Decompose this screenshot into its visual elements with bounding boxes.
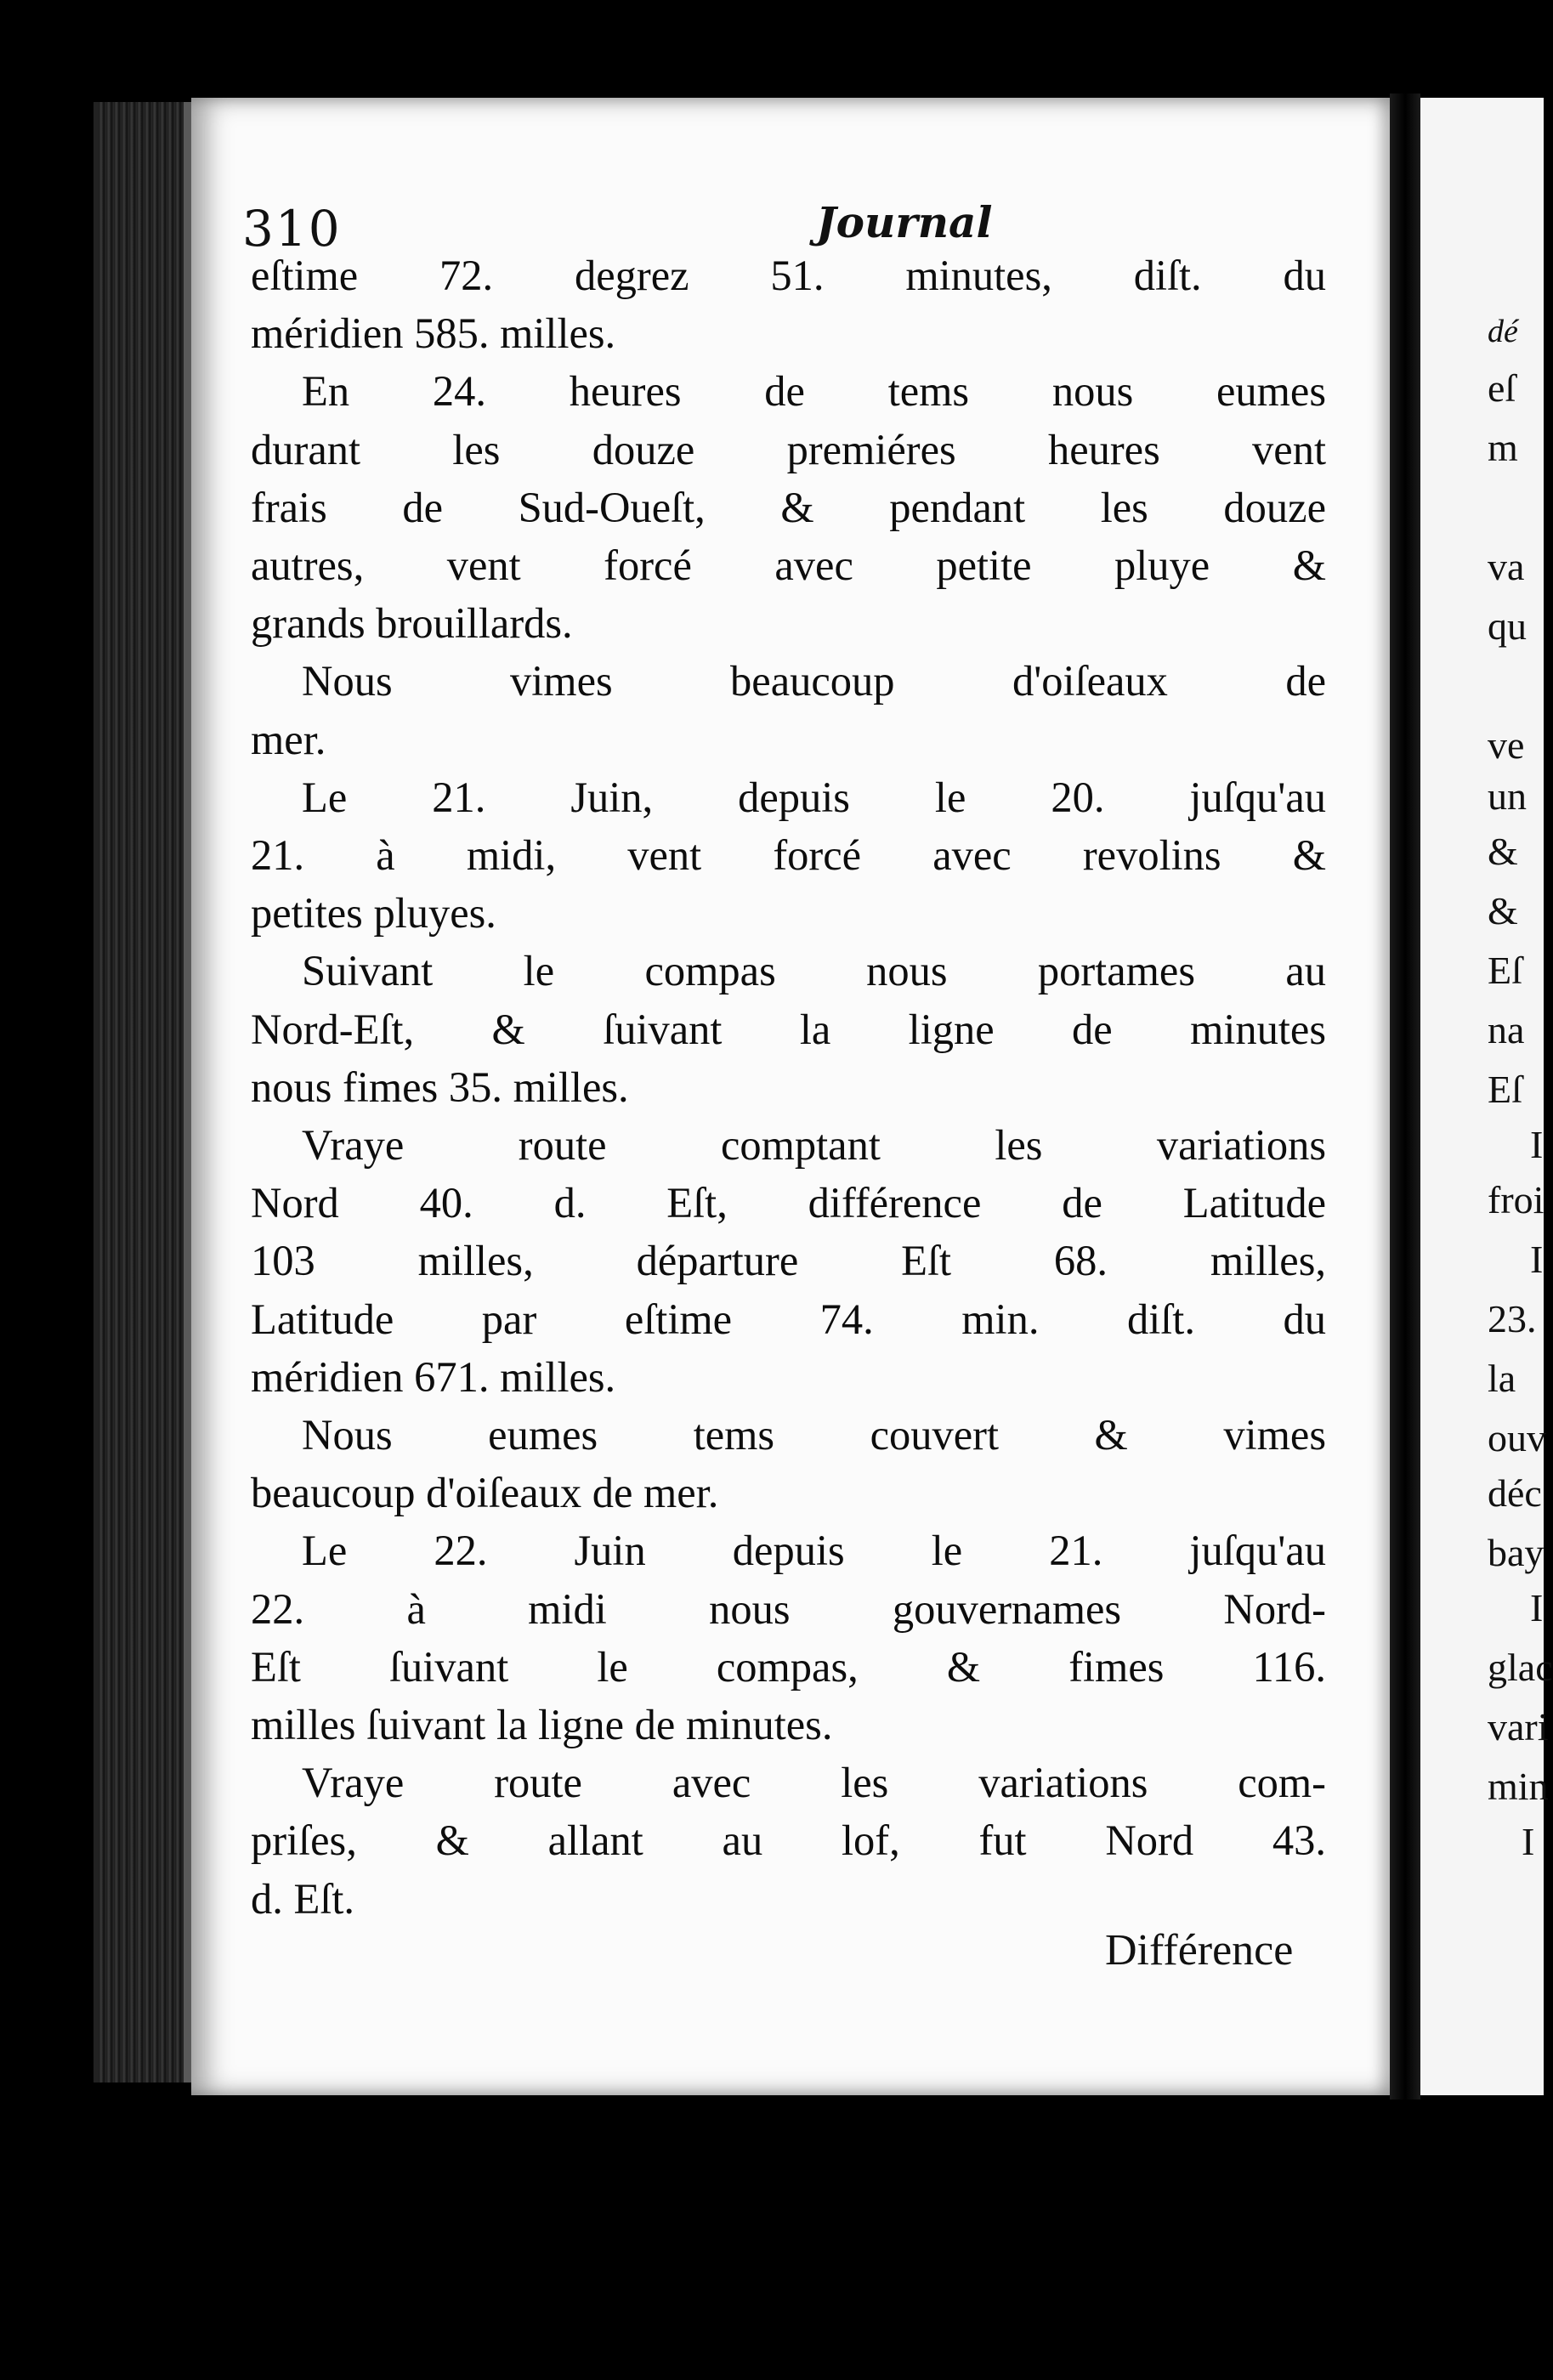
text-line: petites pluyes. xyxy=(251,889,496,938)
text-line: beaucoup d'oiſeaux de mer. xyxy=(251,1469,719,1517)
page-number: 310 xyxy=(242,200,342,258)
right-page-fragment: eſ xyxy=(1488,366,1516,410)
right-page-fragment: glac xyxy=(1488,1646,1553,1689)
text-line: 103 milles, départure Eſt 68. milles, xyxy=(251,1237,1326,1285)
right-page-fragment: bay xyxy=(1488,1531,1544,1574)
right-page-fragment: ouv xyxy=(1488,1416,1546,1459)
right-page-fragment: qu xyxy=(1488,604,1527,648)
text-line: Nous eumes tems couvert & vimes xyxy=(302,1411,1326,1459)
text-line: 22. à midi nous gouvernames Nord- xyxy=(251,1584,1326,1633)
catchword: Différence xyxy=(1105,1926,1294,1975)
text-line: eſtime 72. degrez 51. minutes, diſt. du xyxy=(251,252,1326,299)
right-page-fragment: dé xyxy=(1488,314,1518,349)
right-page-fragment: & xyxy=(1488,830,1518,873)
text-line: durant les douze premiéres heures vent xyxy=(251,425,1326,473)
bottom-film-margin xyxy=(0,2100,1544,2380)
text-line: Eſt ſuivant le compas, & fimes 116. xyxy=(251,1642,1326,1691)
right-page-fragment: min xyxy=(1488,1765,1549,1808)
text-line: Vraye route avec les variations com- xyxy=(302,1759,1326,1807)
right-page-fragment: déc xyxy=(1488,1471,1542,1515)
right-page-fragment: un xyxy=(1488,774,1527,818)
text-line: 21. à midi, vent forcé avec revolins & xyxy=(251,831,1326,880)
text-line: Nord-Eſt, & ſuivant la ligne de minutes xyxy=(251,1005,1326,1053)
right-page-fragment: vari xyxy=(1488,1705,1549,1748)
book-page-edge xyxy=(94,102,184,2082)
text-line: priſes, & allant au lof, fut Nord 43. xyxy=(251,1816,1326,1865)
right-page-fragment: m xyxy=(1488,426,1518,469)
text-line: En 24. heures de tems nous eumes xyxy=(302,367,1326,416)
right-page-fragment: I xyxy=(1530,1123,1544,1166)
right-page-fragment: I xyxy=(1522,1820,1535,1863)
right-page-fragment: froi xyxy=(1488,1178,1544,1221)
right-page-fragment: I xyxy=(1530,1586,1544,1629)
text-line: frais de Sud-Oueſt, & pendant les douze xyxy=(251,483,1326,531)
right-page-fragment: va xyxy=(1488,545,1525,588)
book-gutter xyxy=(1390,94,1420,2100)
left-film-margin xyxy=(0,0,94,2380)
text-line: Vraye route comptant les variations xyxy=(302,1121,1326,1170)
text-line: d. Eſt. xyxy=(251,1874,355,1923)
text-line: méridien 671. milles. xyxy=(251,1352,616,1401)
text-line: Latitude par eſtime 74. min. diſt. du xyxy=(251,1295,1326,1343)
text-line: autres, vent forcé avec petite pluye & xyxy=(251,541,1326,590)
text-line: méridien 585. milles. xyxy=(251,309,616,358)
right-page-fragment: Eſ xyxy=(1488,1068,1522,1111)
running-head: Journal xyxy=(816,197,993,247)
text-line: Suivant le compas nous portames au xyxy=(302,947,1326,995)
right-page-fragment: la xyxy=(1488,1357,1516,1400)
text-line: grands brouillards. xyxy=(251,599,573,648)
text-line: mer. xyxy=(251,715,326,763)
right-page-fragment: Eſ xyxy=(1488,949,1522,992)
body-text xyxy=(251,246,1347,1928)
text-line: Le 21. Juin, depuis le 20. juſqu'au xyxy=(302,773,1326,821)
text-line: nous fimes 35. milles. xyxy=(251,1062,629,1111)
text-line: milles ſuivant la ligne de minutes. xyxy=(251,1701,833,1749)
right-page-fragment: ve xyxy=(1488,723,1525,767)
right-page-fragment: 23. xyxy=(1488,1297,1537,1340)
right-page-fragment: na xyxy=(1488,1008,1525,1051)
text-line: Nord 40. d. Eſt, différence de Latitude xyxy=(251,1179,1326,1227)
text-line: Le 22. Juin depuis le 21. juſqu'au xyxy=(302,1527,1326,1575)
text-line: Nous vimes beaucoup d'oiſeaux de xyxy=(302,657,1326,706)
right-page-fragment: I xyxy=(1530,1238,1544,1281)
right-page-fragment: & xyxy=(1488,889,1518,932)
